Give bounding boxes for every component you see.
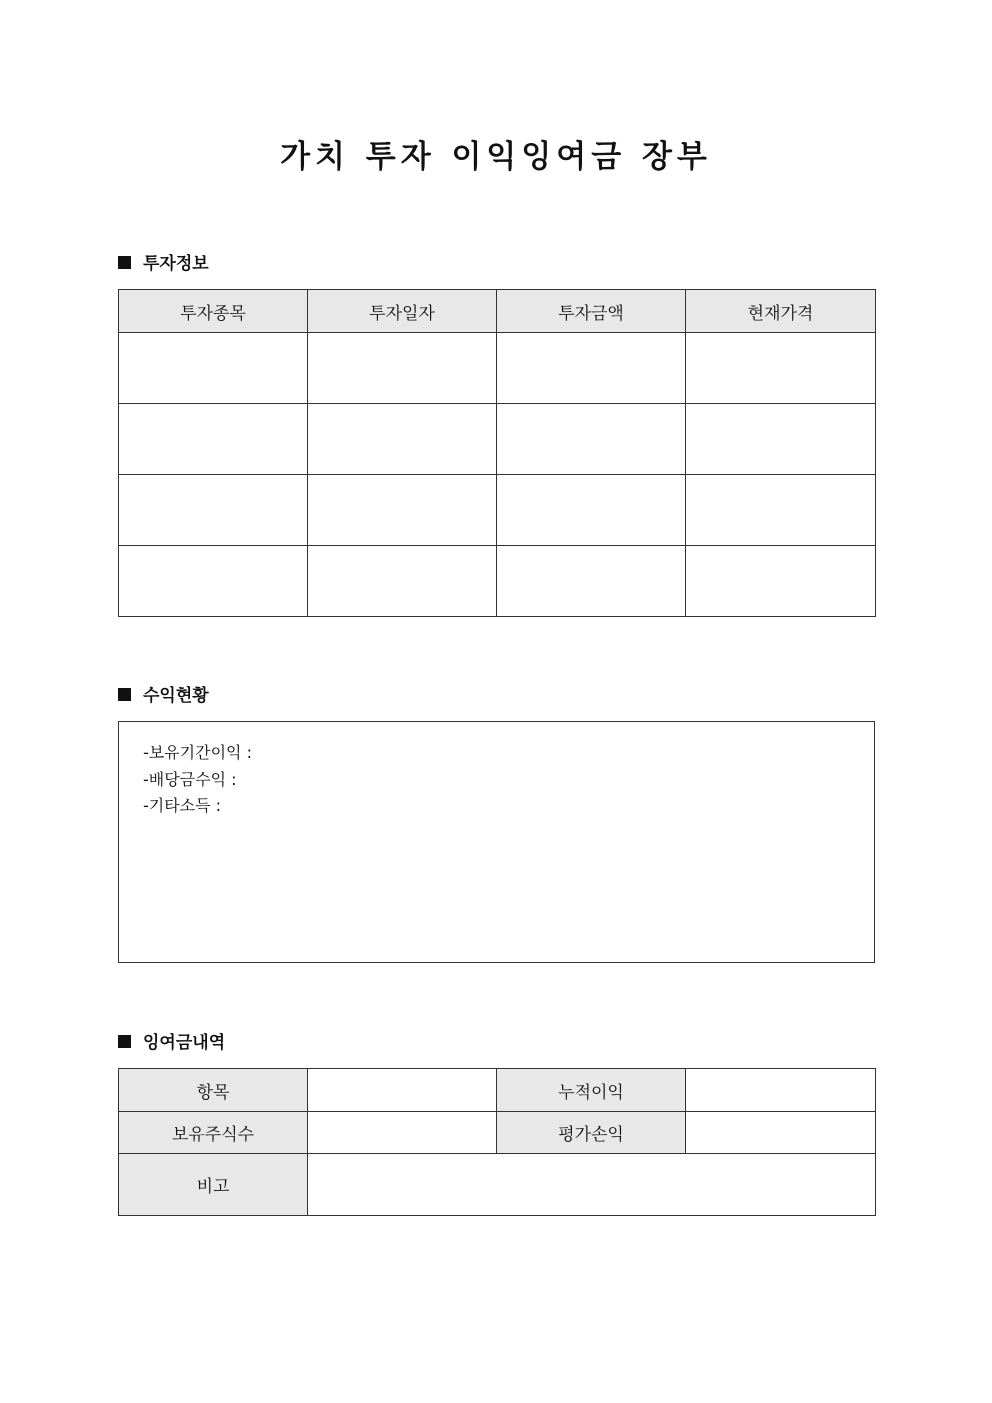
table-cell[interactable] [497, 475, 686, 546]
table-cell[interactable] [119, 546, 308, 617]
dividend-income-line: -배당금수익 : [143, 770, 237, 789]
valuation-gain-loss-label: 평가손익 [497, 1112, 686, 1154]
table-cell[interactable] [308, 404, 497, 475]
item-label: 항목 [119, 1069, 308, 1112]
table-cell[interactable] [119, 404, 308, 475]
table-cell[interactable] [119, 475, 308, 546]
table-row [119, 404, 876, 475]
table-cell[interactable] [686, 475, 876, 546]
table-header-row [119, 290, 876, 333]
table-cell[interactable] [686, 333, 876, 404]
section-heading-investment-info [118, 252, 209, 276]
section-heading-profit-status [118, 684, 209, 708]
retained-earnings-table [118, 1068, 876, 1216]
other-income-line: -기타소득 : [143, 796, 222, 815]
column-header-stock: 투자종목 [119, 290, 308, 333]
item-value-cell[interactable] [308, 1069, 497, 1112]
remarks-label: 비고 [119, 1154, 308, 1216]
table-cell[interactable] [119, 333, 308, 404]
table-row [119, 1154, 876, 1216]
table-row [119, 475, 876, 546]
section-heading-label: 잉여금내역 [143, 1033, 226, 1053]
table-cell[interactable] [308, 546, 497, 617]
table-cell[interactable] [497, 333, 686, 404]
table-cell[interactable] [497, 404, 686, 475]
table-row [119, 333, 876, 404]
section-heading-label: 수익현황 [143, 686, 209, 706]
shares-held-value-cell[interactable] [308, 1112, 497, 1154]
column-header-date: 투자일자 [308, 290, 497, 333]
bullet-square-icon [118, 256, 131, 269]
remarks-value-cell[interactable] [308, 1154, 876, 1216]
table-cell[interactable] [308, 333, 497, 404]
holding-period-profit-line: -보유기간이익 : [143, 743, 252, 762]
bullet-square-icon [118, 1035, 131, 1048]
table-row [119, 1112, 876, 1154]
document-title: 가치 투자 이익잉여금 장부 [280, 139, 712, 175]
section-heading-label: 투자정보 [143, 254, 209, 274]
table-cell[interactable] [686, 546, 876, 617]
profit-status-box[interactable] [118, 721, 875, 963]
column-header-current-price: 현재가격 [686, 290, 876, 333]
section-heading-retained-earnings [118, 1031, 225, 1055]
shares-held-label: 보유주식수 [119, 1112, 308, 1154]
valuation-gain-loss-value-cell[interactable] [686, 1112, 876, 1154]
cumulative-profit-value-cell[interactable] [686, 1069, 876, 1112]
bullet-square-icon [118, 688, 131, 701]
table-row [119, 546, 876, 617]
table-cell[interactable] [308, 475, 497, 546]
table-cell[interactable] [686, 404, 876, 475]
table-cell[interactable] [497, 546, 686, 617]
cumulative-profit-label: 누적이익 [497, 1069, 686, 1112]
column-header-amount: 투자금액 [497, 290, 686, 333]
table-row [119, 1069, 876, 1112]
investment-info-table [118, 289, 876, 617]
